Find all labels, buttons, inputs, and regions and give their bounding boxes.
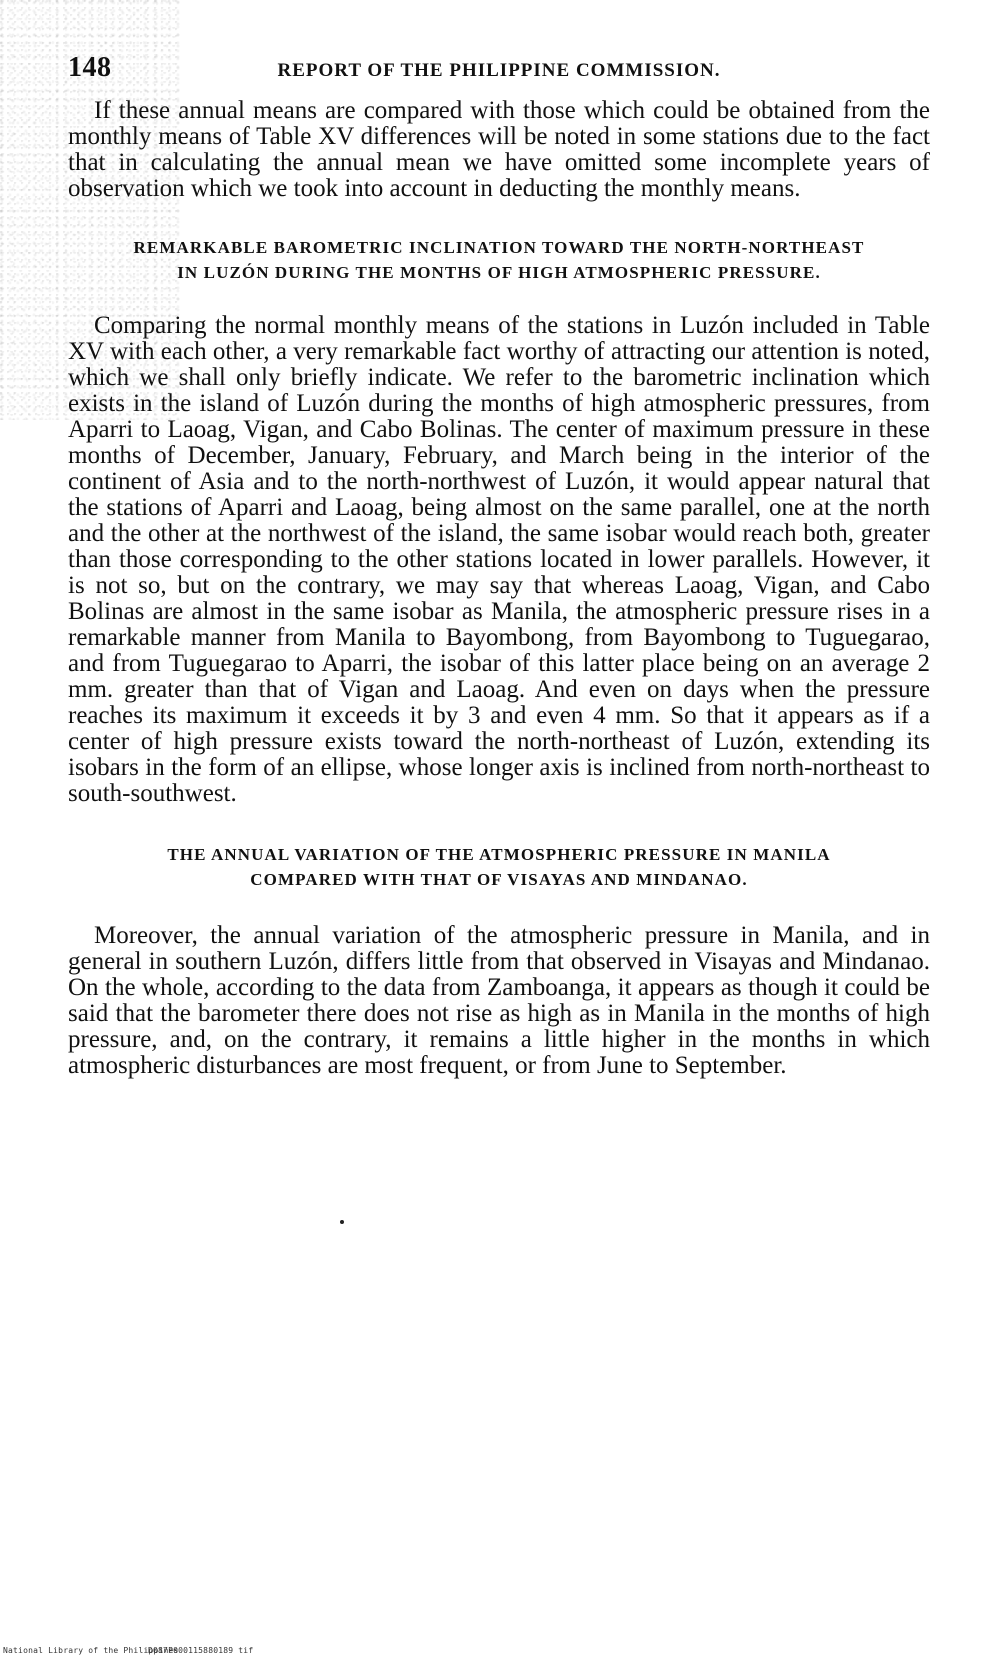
section-heading-1-line-2: IN LUZÓN DURING THE MONTHS OF HIGH ATMOSPHERIC PRESSURE. xyxy=(177,262,821,282)
section-heading-2 xyxy=(68,843,930,892)
section-heading-2-line-1: THE ANNUAL VARIATION OF THE ATMOSPHERIC PRESSURE IN MANILA xyxy=(167,845,831,865)
paragraph-2: Comparing the normal monthly means of the stations in Luzón included in Table XV with each other, a very remarkable fact worthy of attracting our attention is noted, which we shall only briefly indicate. We refer to the barometric inclination which exists in the island of Luzón during the months of high atmospheric pressures, from Aparri to Laoag, Vigan, and Cabo Bolinas. The center of maximum pressure in these months of December, January, February, and March being in the interior of the continent of Asia and to the north-northwest of Luzón, it would appear natural that the stations of Aparri and Laoag, being almost on the same parallel, one at the north and the other at the northwest of the island, the same isobar would reach both, greater than those corresponding to the other stations located in lower parallels. However, it is not so, but on the contrary, we may say that whereas Laoag, Vigan, and Cabo Bolinas are almost in the same isobar as Manila, the atmospheric pressure rises in a remarkable manner from Manila to Bayombong, from Bayombong to Tuguegarao, and from Tuguegarao to Aparri, the isobar of this latter place being on an average 2 mm. greater than that of Vigan and Laoag. And even on days when the pressure reaches its maximum it exceeds it by 3 and even 4 mm. So that it appears as if a center of high pressure exists toward the north-northeast of Luzón, extending its isobars in the form of an ellipse, whose longer axis is inclined from north-northeast to south-southwest. xyxy=(68,312,930,808)
running-title: REPORT OF THE PHILIPPINE COMMISSION. xyxy=(277,60,721,81)
paragraph-3: Moreover, the annual variation of the atmospheric pressure in Manila, and in general in southern Luzón, differs little from that observed in Visayas and Mindanao. On the whole, according to the data from Zamboanga, it appears as though it could be said that the barometer there does not rise as high as in Manila in the months of high pressure, and, on the contrary, it remains a little higher in the months in which atmospheric disturbances are most frequent, or from June to September. xyxy=(68,921,930,1079)
footer-file-id: D087P000115880189 tif xyxy=(148,1646,254,1655)
section-heading-2-line-2: COMPARED WITH THAT OF VISAYAS AND MINDANAO. xyxy=(250,869,748,889)
section-heading-1-line-1: REMARKABLE BAROMETRIC INCLINATION TOWARD THE NORTH-NORTHEAST xyxy=(133,238,865,257)
page-number: 148 xyxy=(68,52,112,83)
footer-source: National Library of the Philippines xyxy=(3,1646,179,1655)
ink-dot xyxy=(340,1220,344,1224)
section-heading-1 xyxy=(68,236,930,285)
document-page xyxy=(68,52,930,1079)
page-header xyxy=(68,52,930,92)
paragraph-1: If these annual means are compared with those which could be obtained from the monthly means of Table XV differences will be noted in some stations due to the fact that in calculating the annual mean we have omitted some incomplete years of observation which we took into account in deducting the monthly means. xyxy=(68,97,930,202)
